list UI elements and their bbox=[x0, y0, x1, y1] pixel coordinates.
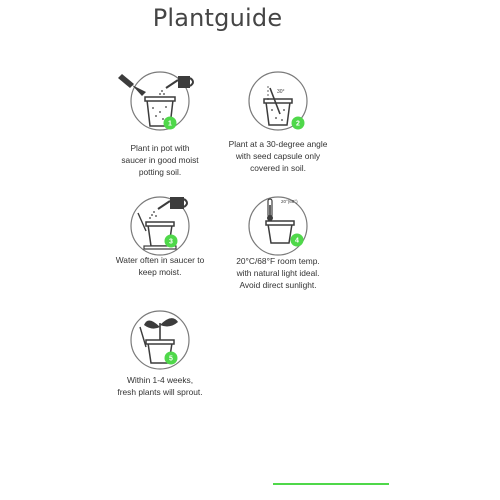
caption-line: with natural light ideal. bbox=[236, 268, 320, 278]
step-1-number: 1 bbox=[168, 120, 172, 128]
step-4-number: 4 bbox=[295, 237, 299, 245]
caption-line: potting soil. bbox=[138, 167, 182, 177]
pot-with-sprout-icon bbox=[90, 305, 230, 375]
caption-line: Water often in saucer to bbox=[115, 255, 205, 265]
pot-with-thermometer-icon bbox=[208, 191, 348, 261]
caption-line: 20°C/68°F room temp. bbox=[236, 256, 320, 266]
caption-line: Avoid direct sunlight. bbox=[239, 280, 317, 290]
step-2-number: 2 bbox=[296, 120, 300, 128]
step-3-number: 3 bbox=[169, 238, 173, 246]
temperature-label: 20°(68°) bbox=[281, 199, 298, 204]
pot-with-seed-at-angle-icon bbox=[208, 66, 348, 136]
caption-line: keep moist. bbox=[138, 267, 182, 277]
caption-line: saucer in good moist bbox=[121, 155, 199, 165]
angle-label: 30° bbox=[277, 89, 285, 95]
caption-line: fresh plants will sprout. bbox=[117, 387, 203, 397]
step-4-caption bbox=[208, 255, 348, 291]
step-2-caption bbox=[208, 138, 348, 174]
step-5-number: 5 bbox=[169, 355, 173, 363]
caption-line: covered in soil. bbox=[250, 163, 306, 173]
step-5-caption bbox=[90, 374, 230, 398]
accent-bar bbox=[273, 483, 389, 485]
caption-line: with seed capsule only bbox=[235, 151, 321, 161]
caption-line: Within 1-4 weeks, bbox=[126, 375, 194, 385]
caption-line: Plant in pot with bbox=[130, 143, 190, 153]
page-title: Plantguide bbox=[152, 4, 283, 32]
caption-line: Plant at a 30-degree angle bbox=[228, 139, 328, 149]
